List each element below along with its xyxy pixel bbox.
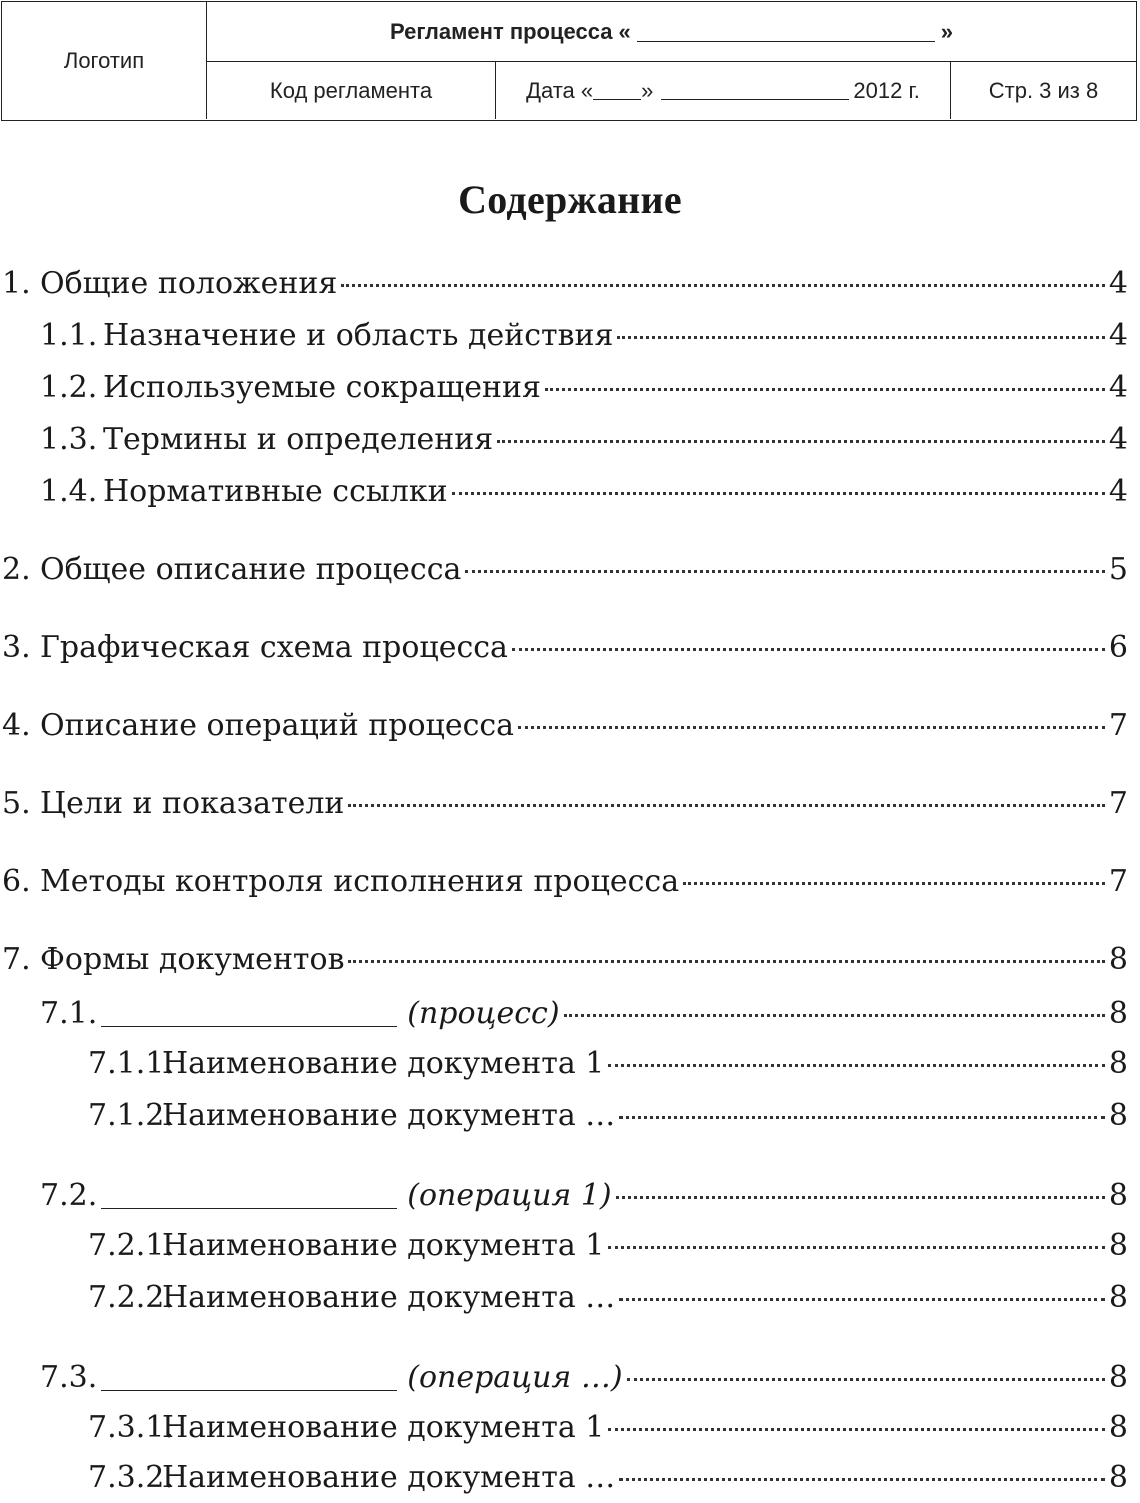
toc-entry-label: Нормативные ссылки xyxy=(103,474,448,509)
toc-entry-label: Цели и показатели xyxy=(40,786,345,821)
toc-entry-number: 7.3.2. xyxy=(88,1460,174,1495)
dot-leader xyxy=(348,804,1105,807)
toc-entry-page: 8 xyxy=(1108,1178,1128,1213)
toc-entry-page: 8 xyxy=(1108,942,1128,977)
toc-entry-label: Наименование документа 1 xyxy=(162,1410,605,1445)
toc-entry[interactable] xyxy=(40,994,1128,1034)
dot-leader xyxy=(497,440,1105,443)
toc-entry-number: 1.4. xyxy=(40,474,98,509)
toc-entry[interactable] xyxy=(88,1460,1128,1500)
toc-entry-number: 1.2. xyxy=(40,370,98,405)
toc-entry-page: 4 xyxy=(1108,422,1128,457)
toc-entry-number: 4. xyxy=(2,708,31,743)
dot-leader xyxy=(619,1298,1105,1301)
dot-leader xyxy=(465,570,1105,573)
toc-entry-number: 7.1.2. xyxy=(88,1098,174,1133)
toc-entry[interactable] xyxy=(88,1280,1128,1320)
name-blank-line xyxy=(101,1180,397,1209)
toc-entry-number: 1.1. xyxy=(40,318,98,353)
toc-entry-page: 4 xyxy=(1108,370,1128,405)
toc-entry-number: 7.2. xyxy=(40,1178,98,1213)
dot-leader xyxy=(619,1478,1105,1481)
toc-entry-page: 8 xyxy=(1108,1098,1128,1133)
toc-entry-label: Наименование документа … xyxy=(162,1460,616,1495)
toc-entry[interactable] xyxy=(88,1046,1128,1086)
toc-entry-label: Назначение и область действия xyxy=(103,318,614,353)
toc-entry[interactable] xyxy=(88,1410,1128,1450)
toc-entry-page: 8 xyxy=(1108,996,1128,1031)
toc-entry-label: Общее описание процесса xyxy=(40,552,462,587)
toc-entry-number: 2. xyxy=(2,552,31,587)
toc-entry[interactable] xyxy=(2,630,1128,670)
toc-entry-label: Формы документов xyxy=(40,942,345,977)
toc-entry-number: 5. xyxy=(2,786,31,821)
toc-entry-page: 7 xyxy=(1108,708,1128,743)
dot-leader xyxy=(348,960,1104,963)
date-year: 2012 г. xyxy=(853,77,920,103)
toc-entry-page: 8 xyxy=(1108,1360,1128,1395)
date-quote: » xyxy=(641,77,654,103)
toc-entry-number: 7. xyxy=(2,942,31,977)
toc-entry-page: 8 xyxy=(1108,1046,1128,1081)
toc-entry-number: 7.2.2. xyxy=(88,1280,174,1315)
dot-leader xyxy=(617,336,1104,339)
dot-leader xyxy=(341,284,1105,287)
toc-entry-page: 7 xyxy=(1108,786,1128,821)
dot-leader xyxy=(452,492,1105,495)
toc-entry[interactable] xyxy=(40,318,1128,358)
toc-entry-label: Термины и определения xyxy=(103,422,494,457)
toc-entry[interactable] xyxy=(40,370,1128,410)
dot-leader xyxy=(608,1064,1105,1067)
dot-leader xyxy=(627,1378,1105,1381)
toc-entry-page: 4 xyxy=(1108,266,1128,301)
toc-entry[interactable] xyxy=(40,422,1128,462)
toc-entry[interactable] xyxy=(2,864,1128,904)
toc-entry-number: 6. xyxy=(2,864,31,899)
toc-entry-number: 1. xyxy=(2,266,31,301)
toc-entry-label: Наименование документа 1 xyxy=(162,1228,605,1263)
toc-entry[interactable] xyxy=(40,1358,1128,1398)
logo-placeholder: Логотип xyxy=(2,2,207,119)
toc-entry[interactable] xyxy=(2,552,1128,592)
dot-leader xyxy=(518,726,1105,729)
toc-entry-label: Используемые сокращения xyxy=(103,370,541,405)
toc-entry-page: 4 xyxy=(1108,318,1128,353)
toc-entry-page: 4 xyxy=(1108,474,1128,509)
toc-entry-label: Описание операций процесса xyxy=(40,708,515,743)
toc-entry-label: Наименование документа … xyxy=(162,1098,616,1133)
dot-leader xyxy=(616,1196,1105,1199)
dot-leader xyxy=(683,882,1105,885)
toc-entry-label: Общие положения xyxy=(40,266,338,301)
toc-entry[interactable] xyxy=(40,474,1128,514)
dot-leader xyxy=(608,1428,1105,1431)
toc-entry-number: 7.3.1. xyxy=(88,1410,174,1445)
toc-entry-label: (операция …) xyxy=(407,1360,623,1395)
date-prefix: Дата « xyxy=(526,77,594,103)
toc-entry-label: Наименование документа … xyxy=(162,1280,616,1315)
name-blank-line xyxy=(101,1362,397,1391)
regulation-code: Код регламента xyxy=(207,62,496,119)
toc-entry-number: 7.1.1. xyxy=(88,1046,174,1081)
toc-entry-number: 7.3. xyxy=(40,1360,98,1395)
toc-entry-label: Наименование документа 1 xyxy=(162,1046,605,1081)
toc-entry-label: Методы контроля исполнения процесса xyxy=(40,864,680,899)
toc-entry-label: (процесс) xyxy=(407,996,560,1031)
dot-leader xyxy=(512,648,1105,651)
toc-entry-page: 6 xyxy=(1108,630,1128,665)
toc-entry[interactable] xyxy=(88,1098,1128,1138)
toc-entry[interactable] xyxy=(40,1176,1128,1216)
toc-entry[interactable] xyxy=(2,708,1128,748)
dot-leader xyxy=(619,1116,1105,1119)
toc-entry-number: 7.2.1. xyxy=(88,1228,174,1263)
toc-entry-page: 8 xyxy=(1108,1410,1128,1445)
title-suffix: » xyxy=(940,18,954,44)
toc-entry-number: 1.3. xyxy=(40,422,98,457)
toc-entry-page: 8 xyxy=(1108,1460,1128,1495)
toc-entry-number: 3. xyxy=(2,630,31,665)
contents-heading: Содержание xyxy=(458,177,682,222)
toc-entry-label: (операция 1) xyxy=(407,1178,612,1213)
toc-entry[interactable] xyxy=(2,786,1128,826)
page-number: Стр. 3 из 8 xyxy=(988,77,1099,103)
toc-entry-label: Графическая схема процесса xyxy=(40,630,508,665)
name-blank-line xyxy=(101,998,397,1027)
dot-leader xyxy=(564,1014,1105,1017)
toc-entry[interactable] xyxy=(2,266,1128,306)
toc-entry-page: 8 xyxy=(1108,1280,1128,1315)
toc-entry-number: 7.1. xyxy=(40,996,98,1031)
toc-entry-page: 7 xyxy=(1108,864,1128,899)
toc-entry-page: 5 xyxy=(1108,552,1128,587)
dot-leader xyxy=(545,388,1105,391)
toc-entry-page: 8 xyxy=(1108,1228,1128,1263)
title-prefix: Регламент процесса « xyxy=(389,18,631,44)
toc-entry[interactable] xyxy=(88,1228,1128,1268)
dot-leader xyxy=(608,1246,1105,1249)
toc-entry[interactable] xyxy=(2,942,1128,982)
